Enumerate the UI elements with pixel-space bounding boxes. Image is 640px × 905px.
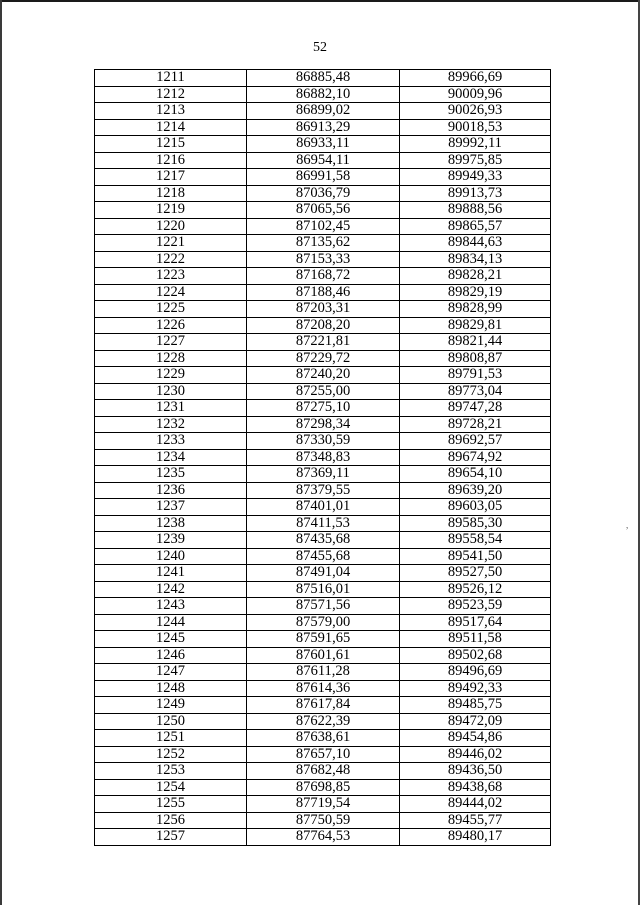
x-coordinate-cell: 87657,10 [247,746,400,763]
point-number-cell: 1254 [95,779,247,796]
y-coordinate-cell: 89966,69 [400,70,551,87]
y-coordinate-cell: 89446,02 [400,746,551,763]
y-coordinate-cell: 89992,11 [400,136,551,153]
point-number-cell: 1237 [95,499,247,516]
point-number-cell: 1232 [95,416,247,433]
x-coordinate-cell: 87036,79 [247,185,400,202]
point-number-cell: 1223 [95,268,247,285]
x-coordinate-cell: 87369,11 [247,466,400,483]
x-coordinate-cell: 86954,11 [247,152,400,169]
y-coordinate-cell: 89603,05 [400,499,551,516]
x-coordinate-cell: 87168,72 [247,268,400,285]
table-row [95,697,551,714]
table-row [95,796,551,813]
x-coordinate-cell: 87153,33 [247,251,400,268]
point-number-cell: 1212 [95,86,247,103]
table-row [95,169,551,186]
point-number-cell: 1217 [95,169,247,186]
table-row [95,482,551,499]
point-number-cell: 1227 [95,334,247,351]
y-coordinate-cell: 89480,17 [400,829,551,846]
y-coordinate-cell: 89492,33 [400,680,551,697]
table-row [95,119,551,136]
x-coordinate-cell: 87719,54 [247,796,400,813]
table-row [95,730,551,747]
x-coordinate-cell: 87379,55 [247,482,400,499]
point-number-cell: 1233 [95,433,247,450]
point-number-cell: 1235 [95,466,247,483]
x-coordinate-cell: 87698,85 [247,779,400,796]
point-number-cell: 1249 [95,697,247,714]
point-number-cell: 1214 [95,119,247,136]
table-row [95,400,551,417]
y-coordinate-cell: 89654,10 [400,466,551,483]
scan-edge-left [0,0,2,905]
table-row [95,763,551,780]
point-number-cell: 1236 [95,482,247,499]
table-row [95,829,551,846]
y-coordinate-cell: 89444,02 [400,796,551,813]
y-coordinate-cell: 89828,21 [400,268,551,285]
coordinates-table-body [95,70,551,846]
table-row [95,202,551,219]
point-number-cell: 1255 [95,796,247,813]
x-coordinate-cell: 87571,56 [247,598,400,615]
y-coordinate-cell: 89455,77 [400,812,551,829]
y-coordinate-cell: 89639,20 [400,482,551,499]
y-coordinate-cell: 89808,87 [400,350,551,367]
point-number-cell: 1250 [95,713,247,730]
x-coordinate-cell: 86991,58 [247,169,400,186]
table-row [95,251,551,268]
x-coordinate-cell: 87591,65 [247,631,400,648]
table-row [95,367,551,384]
point-number-cell: 1256 [95,812,247,829]
point-number-cell: 1238 [95,515,247,532]
y-coordinate-cell: 90018,53 [400,119,551,136]
x-coordinate-cell: 87221,81 [247,334,400,351]
point-number-cell: 1213 [95,103,247,120]
table-row [95,235,551,252]
point-number-cell: 1224 [95,284,247,301]
y-coordinate-cell: 89523,59 [400,598,551,615]
x-coordinate-cell: 87764,53 [247,829,400,846]
point-number-cell: 1218 [95,185,247,202]
table-row [95,647,551,664]
y-coordinate-cell: 89821,44 [400,334,551,351]
y-coordinate-cell: 89773,04 [400,383,551,400]
x-coordinate-cell: 86882,10 [247,86,400,103]
table-row [95,284,551,301]
y-coordinate-cell: 89585,30 [400,515,551,532]
x-coordinate-cell: 87275,10 [247,400,400,417]
table-row [95,631,551,648]
page-number: 52 [313,40,327,55]
x-coordinate-cell: 87638,61 [247,730,400,747]
table-row [95,152,551,169]
point-number-cell: 1242 [95,581,247,598]
x-coordinate-cell: 87411,53 [247,515,400,532]
y-coordinate-cell: 89526,12 [400,581,551,598]
table-row [95,499,551,516]
x-coordinate-cell: 86933,11 [247,136,400,153]
table-row [95,334,551,351]
table-row [95,532,551,549]
y-coordinate-cell: 89829,81 [400,317,551,334]
table-row [95,218,551,235]
x-coordinate-cell: 87750,59 [247,812,400,829]
y-coordinate-cell: 89438,68 [400,779,551,796]
x-coordinate-cell: 87611,28 [247,664,400,681]
x-coordinate-cell: 87188,46 [247,284,400,301]
table-row [95,565,551,582]
table-row [95,350,551,367]
y-coordinate-cell: 89844,63 [400,235,551,252]
x-coordinate-cell: 86885,48 [247,70,400,87]
y-coordinate-cell: 90026,93 [400,103,551,120]
point-number-cell: 1247 [95,664,247,681]
point-number-cell: 1225 [95,301,247,318]
point-number-cell: 1252 [95,746,247,763]
point-number-cell: 1231 [95,400,247,417]
table-row [95,515,551,532]
y-coordinate-cell: 89829,19 [400,284,551,301]
x-coordinate-cell: 87601,61 [247,647,400,664]
x-coordinate-cell: 87579,00 [247,614,400,631]
point-number-cell: 1228 [95,350,247,367]
y-coordinate-cell: 89436,50 [400,763,551,780]
y-coordinate-cell: 89888,56 [400,202,551,219]
x-coordinate-cell: 87208,20 [247,317,400,334]
table-row [95,136,551,153]
y-coordinate-cell: 89834,13 [400,251,551,268]
point-number-cell: 1246 [95,647,247,664]
point-number-cell: 1243 [95,598,247,615]
x-coordinate-cell: 87435,68 [247,532,400,549]
table-row [95,416,551,433]
y-coordinate-cell: 89975,85 [400,152,551,169]
margin-mark: , [626,520,629,530]
point-number-cell: 1234 [95,449,247,466]
y-coordinate-cell: 89502,68 [400,647,551,664]
x-coordinate-cell: 87102,45 [247,218,400,235]
table-row [95,433,551,450]
table-row [95,383,551,400]
x-coordinate-cell: 87617,84 [247,697,400,714]
point-number-cell: 1240 [95,548,247,565]
x-coordinate-cell: 87622,39 [247,713,400,730]
table-row [95,268,551,285]
y-coordinate-cell: 89828,99 [400,301,551,318]
x-coordinate-cell: 86913,29 [247,119,400,136]
table-row [95,680,551,697]
point-number-cell: 1226 [95,317,247,334]
x-coordinate-cell: 87135,62 [247,235,400,252]
point-number-cell: 1244 [95,614,247,631]
point-number-cell: 1229 [95,367,247,384]
x-coordinate-cell: 87255,00 [247,383,400,400]
point-number-cell: 1215 [95,136,247,153]
y-coordinate-cell: 89728,21 [400,416,551,433]
x-coordinate-cell: 87682,48 [247,763,400,780]
x-coordinate-cell: 87065,56 [247,202,400,219]
table-row [95,779,551,796]
x-coordinate-cell: 87516,01 [247,581,400,598]
y-coordinate-cell: 89747,28 [400,400,551,417]
y-coordinate-cell: 89791,53 [400,367,551,384]
point-number-cell: 1220 [95,218,247,235]
table-row [95,301,551,318]
table-row [95,614,551,631]
point-number-cell: 1222 [95,251,247,268]
x-coordinate-cell: 87330,59 [247,433,400,450]
x-coordinate-cell: 87348,83 [247,449,400,466]
x-coordinate-cell: 87491,04 [247,565,400,582]
y-coordinate-cell: 89472,09 [400,713,551,730]
point-number-cell: 1211 [95,70,247,87]
table-row [95,548,551,565]
x-coordinate-cell: 87203,31 [247,301,400,318]
y-coordinate-cell: 89517,64 [400,614,551,631]
table-row [95,812,551,829]
table-row [95,449,551,466]
table-row [95,598,551,615]
x-coordinate-cell: 86899,02 [247,103,400,120]
x-coordinate-cell: 87614,36 [247,680,400,697]
y-coordinate-cell: 89511,58 [400,631,551,648]
point-number-cell: 1257 [95,829,247,846]
y-coordinate-cell: 89913,73 [400,185,551,202]
point-number-cell: 1216 [95,152,247,169]
point-number-cell: 1219 [95,202,247,219]
table-row [95,466,551,483]
y-coordinate-cell: 89558,54 [400,532,551,549]
table-row [95,103,551,120]
table-row [95,70,551,87]
table-row [95,746,551,763]
y-coordinate-cell: 89527,50 [400,565,551,582]
point-number-cell: 1245 [95,631,247,648]
y-coordinate-cell: 89454,86 [400,730,551,747]
y-coordinate-cell: 89949,33 [400,169,551,186]
y-coordinate-cell: 89692,57 [400,433,551,450]
coordinates-table [94,69,551,846]
y-coordinate-cell: 89674,92 [400,449,551,466]
table-row [95,581,551,598]
x-coordinate-cell: 87455,68 [247,548,400,565]
x-coordinate-cell: 87401,01 [247,499,400,516]
y-coordinate-cell: 89865,57 [400,218,551,235]
y-coordinate-cell: 90009,96 [400,86,551,103]
point-number-cell: 1230 [95,383,247,400]
scan-edge-top [0,0,640,2]
table-row [95,664,551,681]
x-coordinate-cell: 87229,72 [247,350,400,367]
point-number-cell: 1253 [95,763,247,780]
table-row [95,713,551,730]
table-row [95,86,551,103]
point-number-cell: 1248 [95,680,247,697]
y-coordinate-cell: 89541,50 [400,548,551,565]
x-coordinate-cell: 87298,34 [247,416,400,433]
point-number-cell: 1241 [95,565,247,582]
table-row [95,317,551,334]
y-coordinate-cell: 89485,75 [400,697,551,714]
y-coordinate-cell: 89496,69 [400,664,551,681]
point-number-cell: 1239 [95,532,247,549]
point-number-cell: 1221 [95,235,247,252]
point-number-cell: 1251 [95,730,247,747]
x-coordinate-cell: 87240,20 [247,367,400,384]
table-row [95,185,551,202]
